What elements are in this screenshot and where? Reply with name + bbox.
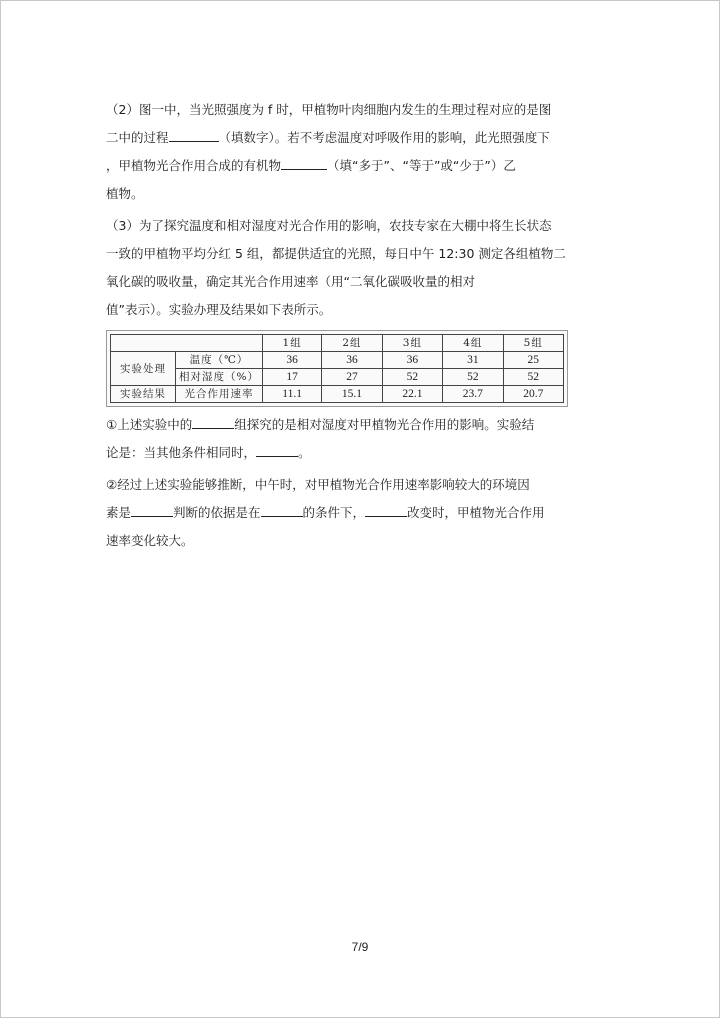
answer-blank[interactable] <box>131 503 173 517</box>
question-2 <box>106 96 596 208</box>
sub2-line-2-part-3: 的条件下， <box>302 505 366 520</box>
table-cell: 20.7 <box>503 386 563 403</box>
experiment-table-image <box>106 330 568 407</box>
q3-line-2: 一致的甲植物平均分红 5 组，都提供适宜的光照，每日中午 12:30 测定各组植物二 <box>106 246 566 261</box>
experiment-table <box>110 334 564 403</box>
sub2-line-3: 速率变化较大。 <box>106 533 194 548</box>
table-cell: 25 <box>503 352 563 369</box>
table-cell: 36 <box>382 352 442 369</box>
sub2-line-2-part-1: 素是 <box>106 505 132 520</box>
sub2-line-2-part-2: 判断的依据是在 <box>173 505 261 520</box>
answer-blank[interactable] <box>256 443 298 457</box>
row-label: 温度（℃） <box>176 352 263 369</box>
table-row <box>111 386 564 403</box>
table-cell: 52 <box>443 369 503 386</box>
table-cell: 15.1 <box>322 386 382 403</box>
document-body <box>106 96 596 555</box>
q2-line-4: 植物。 <box>106 186 144 201</box>
answer-blank[interactable] <box>169 128 219 142</box>
group-header: 2组 <box>322 335 382 352</box>
sub1-line-1-end: 组探究的是相对湿度对甲植物光合作用的影响。实验结 <box>234 417 535 432</box>
table-cell: 36 <box>263 352 322 369</box>
answer-blank[interactable] <box>192 415 234 429</box>
row-label: 光合作用速率 <box>176 386 263 403</box>
result-label: 实验结果 <box>111 386 176 403</box>
q2-line-2-start: 二中的过程 <box>106 130 169 145</box>
sub1-line-1-start: ①上述实验中的 <box>106 417 193 432</box>
row-label: 相对湿度（%） <box>176 369 263 386</box>
q3-line-4: 值”表示）。实验办理及结果如下表所示。 <box>106 302 332 317</box>
table-cell: 52 <box>503 369 563 386</box>
sub1-line-2-start: 论是：当其他条件相同时， <box>106 445 257 460</box>
sub2-line-1: ②经过上述实验能够推断，中午时，对甲植物光合作用速率影响较大的环境因 <box>106 477 530 492</box>
sub2-line-2 <box>106 499 596 527</box>
table-cell: 27 <box>322 369 382 386</box>
q2-line-1: （2）图一中，当光照强度为 f 时，甲植物叶肉细胞内发生的生理过程对应的是图 <box>106 102 552 117</box>
table-row <box>111 352 564 369</box>
answer-blank[interactable] <box>365 503 407 517</box>
group-header: 5组 <box>503 335 563 352</box>
sub1-line-2 <box>106 439 596 467</box>
q3-line-1: （3）为了探究温度和相对湿度对光合作用的影响，农技专家在大棚中将生长状态 <box>106 218 552 233</box>
q2-line-3-end: （填“多于”、“等于”或“少于”）乙 <box>327 158 516 173</box>
q2-line-3-start: ，甲植物光合作用合成的有机物 <box>106 158 282 173</box>
sub1-line-2-end: 。 <box>298 445 311 460</box>
table-cell: 11.1 <box>263 386 322 403</box>
table-cell: 22.1 <box>382 386 442 403</box>
sub-question-1 <box>106 411 596 467</box>
sub-question-2 <box>106 471 596 555</box>
table-row <box>111 369 564 386</box>
page-number: 7/9 <box>351 940 369 954</box>
q2-line-2 <box>106 124 596 152</box>
answer-blank[interactable] <box>281 156 327 170</box>
group-header: 1组 <box>263 335 322 352</box>
table-cell: 36 <box>322 352 382 369</box>
table-cell: 31 <box>443 352 503 369</box>
table-cell: 23.7 <box>443 386 503 403</box>
group-header: 4组 <box>443 335 503 352</box>
sub2-line-2-part-4: 改变时，甲植物光合作用 <box>407 505 545 520</box>
q2-line-3 <box>106 152 596 180</box>
sub1-line-1 <box>106 411 596 439</box>
group-header: 3组 <box>382 335 442 352</box>
table-cell: 52 <box>382 369 442 386</box>
table-cell: 17 <box>263 369 322 386</box>
q3-line-3: 氧化碳的吸收量，确定其光合作用速率（用“二氧化碳吸收量的相对 <box>106 274 475 289</box>
table-corner-cell <box>111 335 263 352</box>
question-3 <box>106 212 596 324</box>
q2-line-2-end: （填数字）。若不考虑温度对呼吸作用的影响，此光照强度下 <box>218 130 550 145</box>
table-header-row <box>111 335 564 352</box>
treatment-label: 实验处理 <box>111 352 176 386</box>
answer-blank[interactable] <box>261 503 303 517</box>
